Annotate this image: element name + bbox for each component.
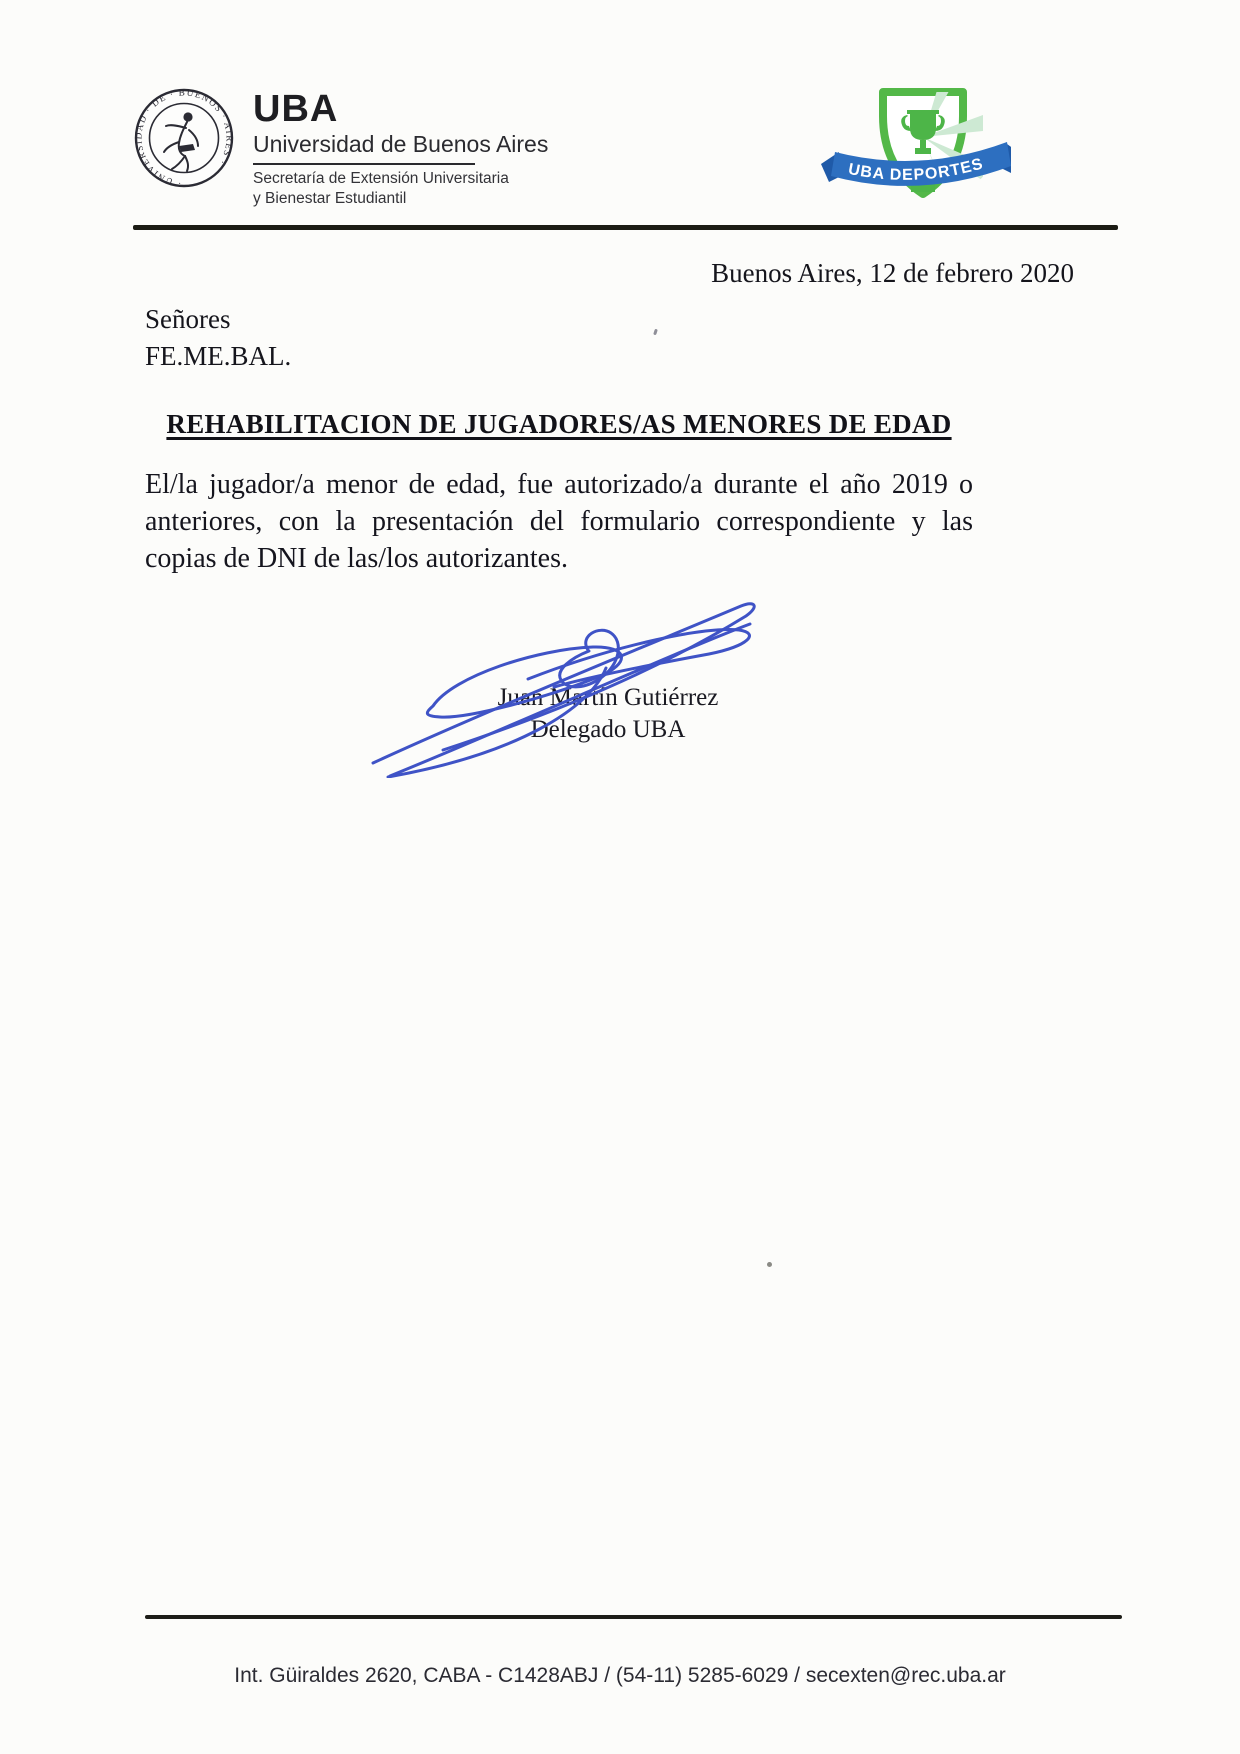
addressee-salutation: Señores	[145, 304, 231, 334]
document-title: REHABILITACION DE JUGADORES/AS MENORES DE EDAD	[166, 408, 952, 439]
footer-divider	[145, 1615, 1122, 1619]
org-acronym: UBA	[253, 88, 339, 130]
dept-line-2: y Bienestar Estudiantil	[253, 190, 407, 208]
seal-ring-text: · UNIVERSIDAD · DE · BUENOS · AIRES ·	[133, 87, 235, 189]
body-paragraph: El/la jugador/a menor de edad, fue autorizado/a durante el año 2019 o anteriores, con la presentación del formulario correspondiente y las copias de DNI de las/los autorizantes.	[145, 468, 973, 574]
scan-speckle	[767, 1262, 772, 1267]
org-divider	[253, 163, 475, 165]
ribbon-text: UBA DEPORTES	[846, 155, 986, 184]
letterhead	[133, 82, 1117, 212]
footer-contact-line: Int. Güiraldes 2620, CABA - C1428ABJ / (54-11) 5285-6029 / secexten@rec.uba.ar	[234, 1664, 1006, 1687]
uba-seal-icon	[133, 86, 235, 190]
addressee-organization: FE.ME.BAL.	[145, 341, 292, 372]
signature-ink	[358, 538, 758, 778]
date-line: Buenos Aires, 12 de febrero 2020	[711, 258, 1074, 288]
org-name: Universidad de Buenos Aires	[253, 131, 549, 157]
uba-deportes-shield-icon	[811, 82, 1011, 208]
addressee-block	[145, 303, 1080, 373]
header-divider	[133, 225, 1118, 230]
signer-name: Juan Martín Gutiérrez	[497, 684, 719, 711]
signer-title: Delegado UBA	[530, 715, 686, 743]
title-row	[145, 409, 973, 440]
dept-line-1: Secretaría de Extensión Universitaria	[253, 170, 509, 187]
org-identity-block	[253, 90, 613, 209]
